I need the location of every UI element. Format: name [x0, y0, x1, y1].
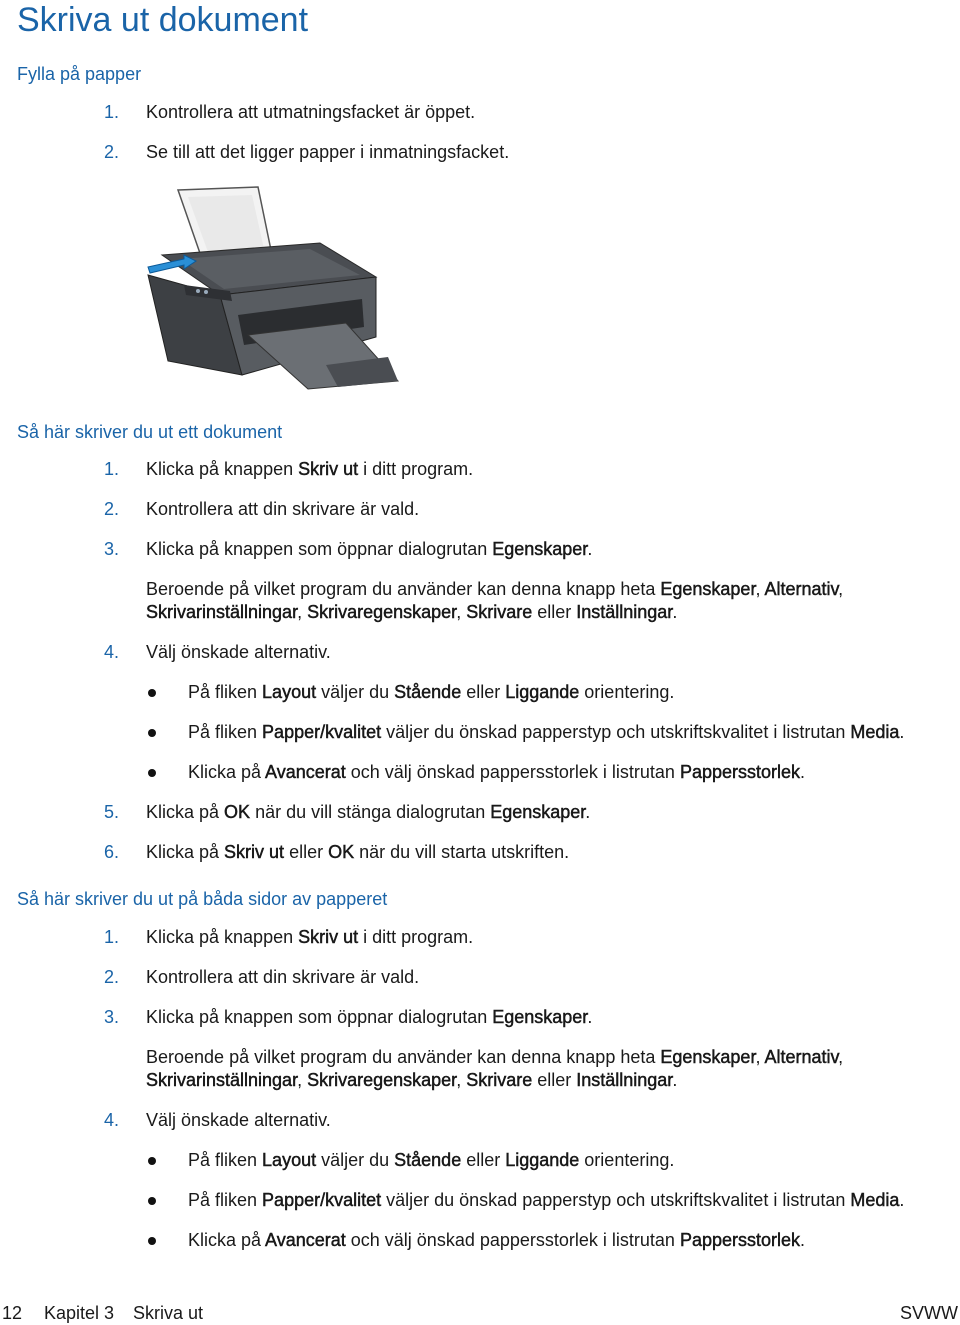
bullet-icon	[148, 1237, 156, 1245]
bullet-text: På fliken Layout väljer du Stående eller Liggande orientering.	[188, 682, 675, 702]
bullet-icon	[148, 689, 156, 697]
step-text: Se till att det ligger papper i inmatningsfacket.	[146, 142, 510, 162]
step-number: 5.	[104, 802, 120, 822]
step-text: Välj önskade alternativ.	[146, 1110, 331, 1130]
section-heading-duplex: Så här skriver du ut på båda sidor av papperet	[17, 889, 388, 909]
footer-chapter: Kapitel 3	[44, 1303, 115, 1323]
section-heading-print-document: Så här skriver du ut ett dokument	[17, 422, 283, 442]
step-text: Klicka på knappen som öppnar dialogrutan Egenskaper.	[146, 1007, 593, 1027]
step-number: 2.	[104, 142, 120, 162]
step-number: 3.	[104, 1007, 120, 1027]
step-number: 2.	[104, 967, 120, 987]
bullet-text: På fliken Layout väljer du Stående eller Liggande orientering.	[188, 1150, 675, 1170]
step-number: 1.	[104, 459, 120, 479]
printer-illustration	[140, 185, 410, 390]
step-number: 3.	[104, 539, 120, 559]
step-text: Klicka på knappen Skriv ut i ditt program.	[146, 459, 474, 479]
step-number: 4.	[104, 642, 120, 662]
step-text: Kontrollera att din skrivare är vald.	[146, 967, 420, 987]
bullet-text: På fliken Papper/kvalitet väljer du önskad papperstyp och utskriftskvalitet i listrutan Media.	[188, 1190, 905, 1210]
page-title: Skriva ut dokument	[17, 1, 309, 39]
step-text: Klicka på OK när du vill stänga dialogrutan Egenskaper.	[146, 802, 591, 822]
step-number: 1.	[104, 102, 120, 122]
bullet-text: Klicka på Avancerat och välj önskad pappersstorlek i listrutan Pappersstorlek.	[188, 1230, 806, 1250]
step-text: Kontrollera att utmatningsfacket är öppet.	[146, 102, 476, 122]
step-text: Klicka på Skriv ut eller OK när du vill starta utskriften.	[146, 842, 570, 862]
footer-chapter-title: Skriva ut	[133, 1303, 204, 1323]
step-number: 4.	[104, 1110, 120, 1130]
step-text: Klicka på knappen som öppnar dialogrutan Egenskaper.	[146, 539, 593, 559]
bullet-text: På fliken Papper/kvalitet väljer du önskad papperstyp och utskriftskvalitet i listrutan Media.	[188, 722, 905, 742]
footer-document-code: SVWW	[900, 1303, 958, 1323]
step-text: Välj önskade alternativ.	[146, 642, 331, 662]
footer-page-number: 12	[2, 1303, 23, 1323]
step-text: Kontrollera att din skrivare är vald.	[146, 499, 420, 519]
step-number: 1.	[104, 927, 120, 947]
step-number: 6.	[104, 842, 120, 862]
step-text: Klicka på knappen Skriv ut i ditt program.	[146, 927, 474, 947]
note-text: Beroende på vilket program du använder kan denna knapp heta Egenskaper, Alternativ, Skrivarinställningar, Skrivaregenskaper, Skrivare eller Inställningar.	[146, 579, 844, 622]
section-heading-fill-paper: Fylla på papper	[17, 64, 142, 84]
bullet-icon	[148, 1157, 156, 1165]
bullet-icon	[148, 769, 156, 777]
step-number: 2.	[104, 499, 120, 519]
note-text: Beroende på vilket program du använder kan denna knapp heta Egenskaper, Alternativ, Skrivarinställningar, Skrivaregenskaper, Skrivare eller Inställningar.	[146, 1047, 844, 1090]
bullet-icon	[148, 729, 156, 737]
bullet-icon	[148, 1197, 156, 1205]
bullet-text: Klicka på Avancerat och välj önskad pappersstorlek i listrutan Pappersstorlek.	[188, 762, 806, 782]
